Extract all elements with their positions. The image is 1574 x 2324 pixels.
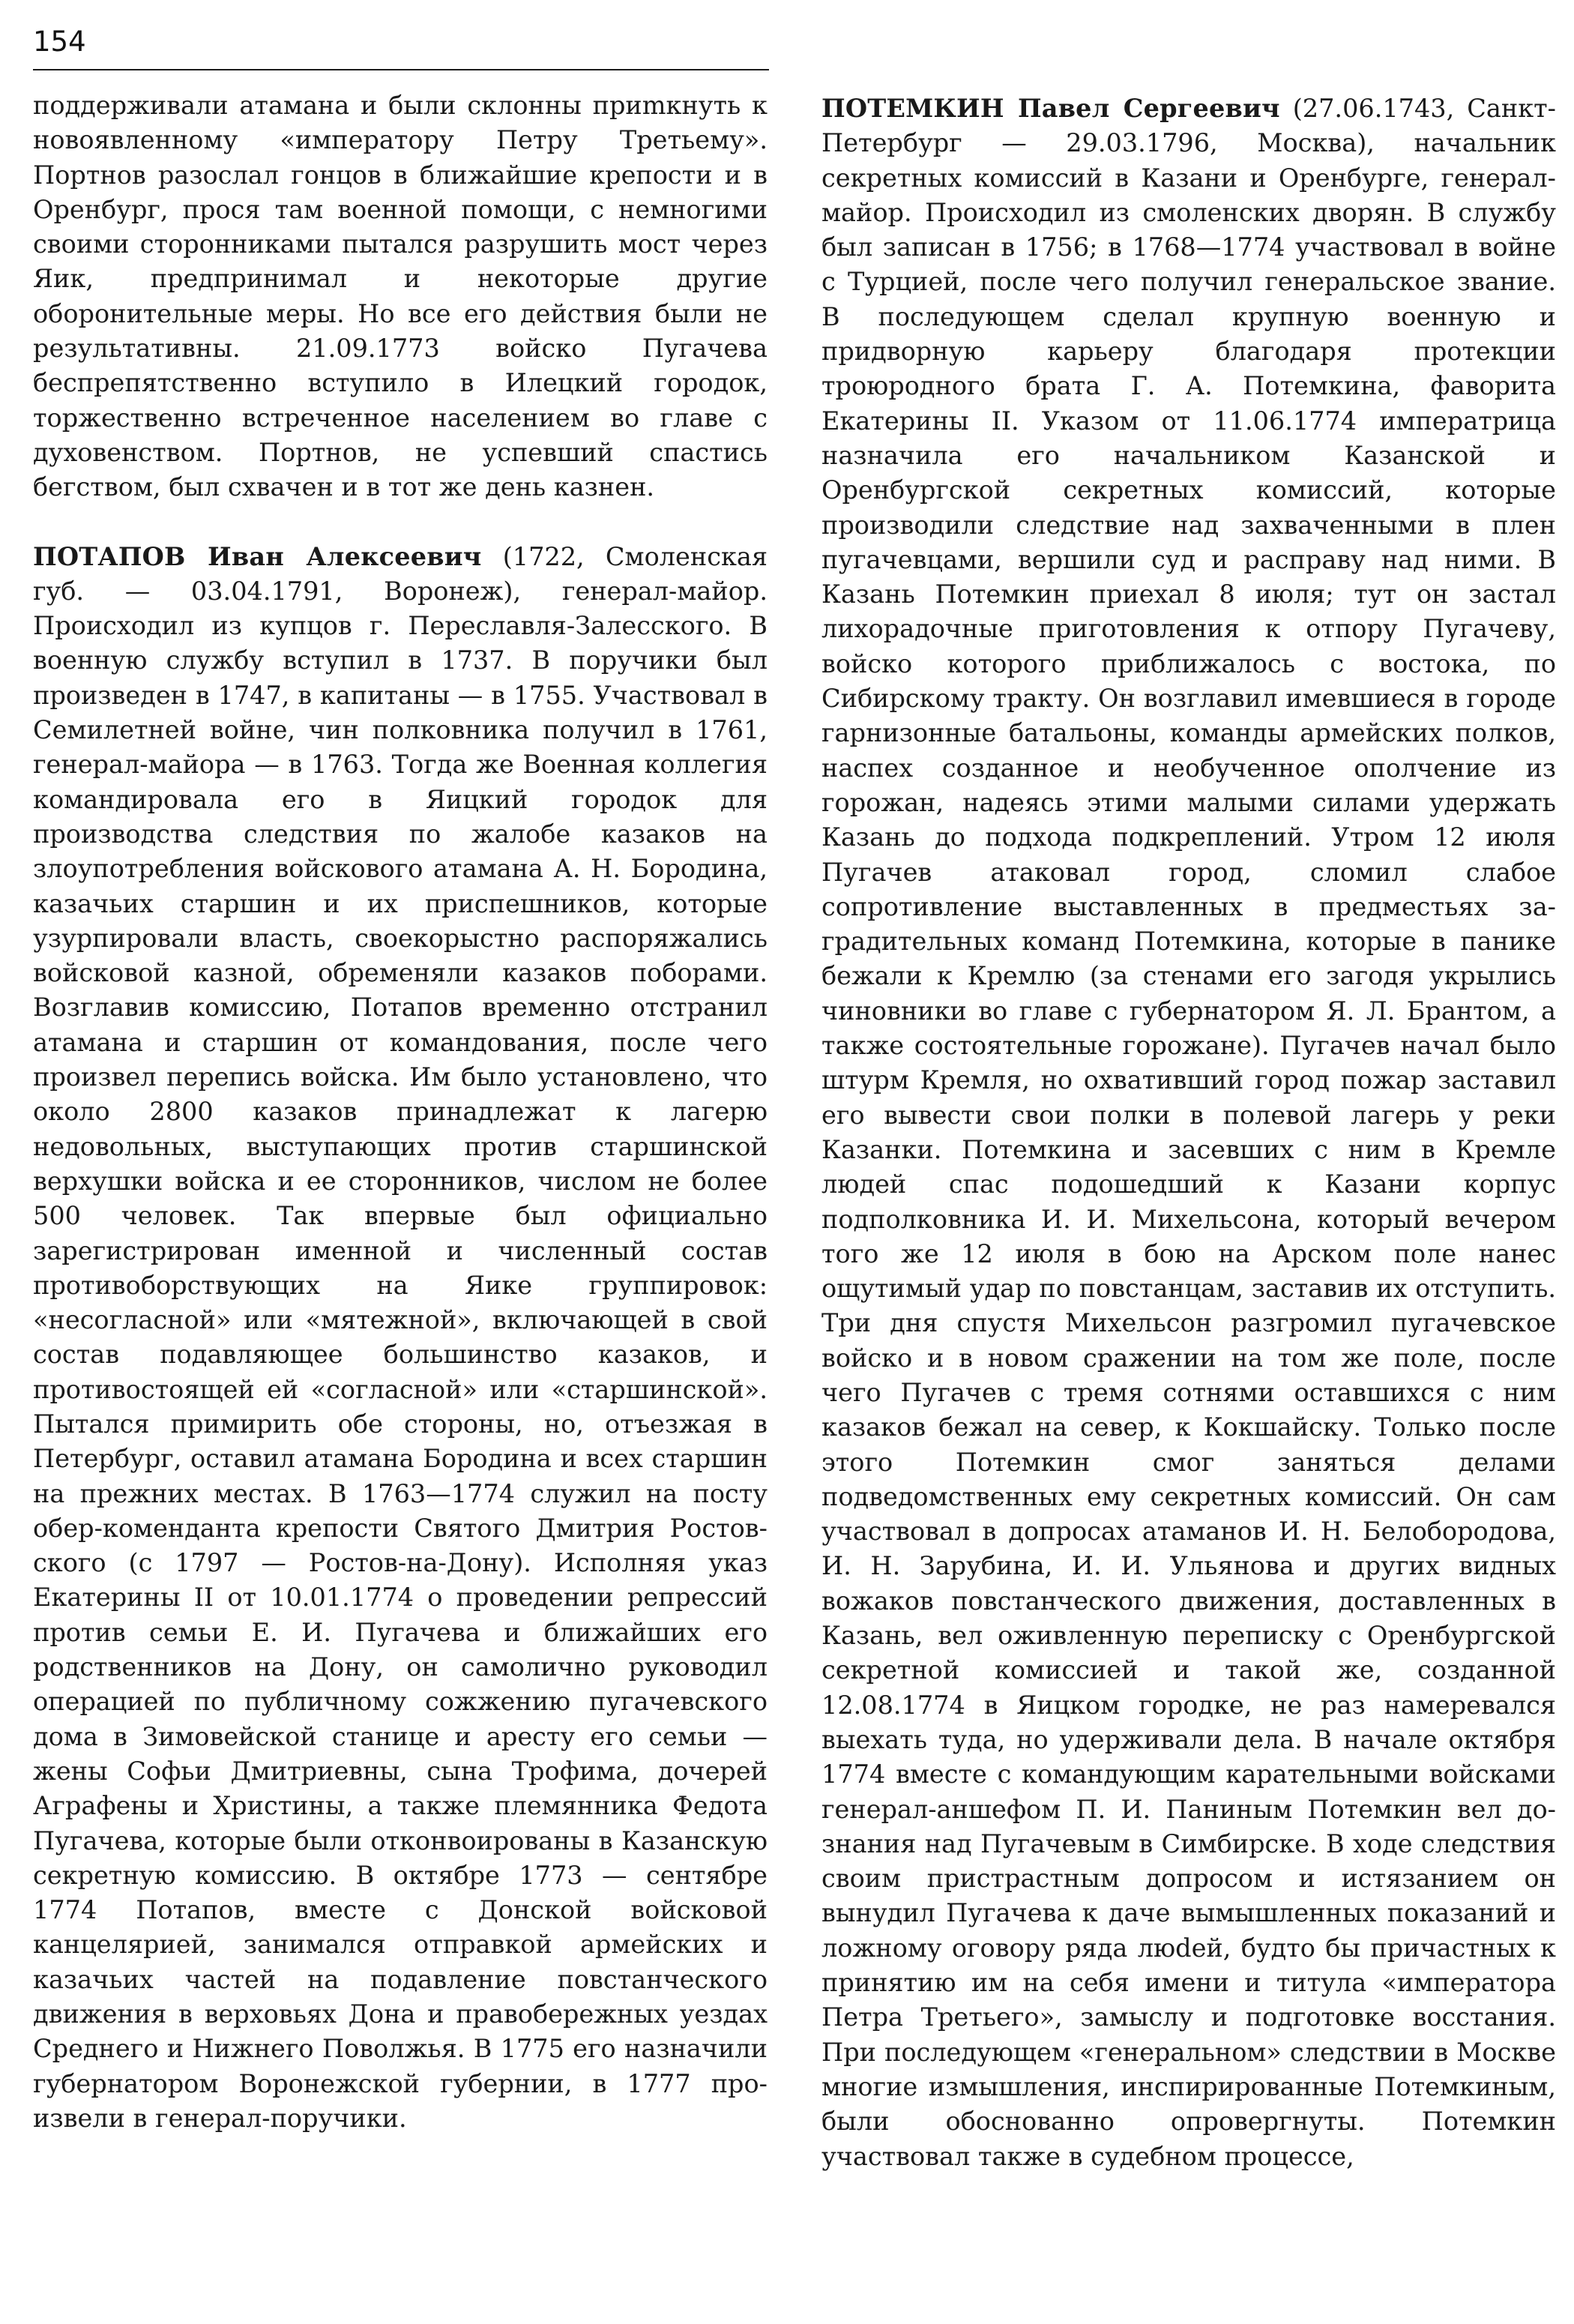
entry-potapov (33, 540, 768, 2137)
entry-headword: ПОТАПОВ Иван Алексеевич (33, 541, 482, 571)
entry-body: (1722, Смоленская губ. — 03.04.1791, Воронеж), генерал-майор. Происходил из купцов г. Переславля-Залесского. В военную службу вступил в 1737. В поручики был произведен в 1747, в капитаны — в 1755. Участвовал в Семилетней войне, чин полковника получил в 1761, генерал-майора — в 1763. Тогда же Военная коллегия командировала его в Яицкий городок для производства следствия по жалобе казаков на злоупотребления войскового атамана А. Н. Бородина, казачьих старшин и их приспешников, которые узурпировали власть, своекорыстно распоряжались войсковой казной, обременяли казаков поборами. Возглавив комиссию, Потапов временно отстранил атамана и старшин от командования, после чего произвел перепись войска. Им было установлено, что около 2800 казаков принадлежат к лагерю недовольных, выступающих против старшинской верхушки войска и ее сторонников, числом не более 500 человек. Так впервые был официально зарегистрирован именной и численный состав противоборствующих на Яике группировок: «несогласной» или «мятежной», включающей в свой состав подавляющее большинство казаков, и противостоящей ей «согласной» или «старшинской». Пытался примирить обе стороны, но, отъезжая в Петербург, оставил атамана Бородина и всех старшин на прежних местах. В 1763—1774 служил на посту обер-коменданта крепости Святого Дмитрия Ростовского (с 1797 — Ростов-на-Дону). Исполняя указ Екатерины II от 10.01.1774 о проведении репрессий против семьи Е. И. Пугачева и ближайших его родственников на Дону, он самолично руководил операцией по публичному сожжению пугачевского дома в Зимовейской станице и аресту его семьи — жены Софьи Дмитриевны, сына Трофима, дочерей Аграфены и Христины, а также племянника Федота Пугачева, которые были отконвоированы в Казанскую секретную комиссию. В октябре 1773 — сентябре 1774 Потапов, вместе с Донской войсковой канцелярией, занимался отправкой армейских и казачьих частей на подавление повстанческого движения в верховьях Дона и правобережных уездах Среднего и Нижнего Поволжья. В 1775 его назначили губернатором Воронежской губернии, в 1777 произвели в генерал-поручики. (33, 541, 768, 2133)
left-column (33, 88, 768, 2136)
entry-potemkin (821, 91, 1556, 2174)
header-rule (33, 69, 769, 70)
entry-headword: ПОТЕМКИН Павел Сергеевич (821, 94, 1280, 123)
page-number: 154 (33, 25, 86, 58)
continued-paragraph: поддерживали атамана и были склонны приmкнуть к новоявленному «императору Петру Третьему». Портнов разослал гонцов в ближайшие крепости и в Оренбург, прося там военной помощи, с немногими своими сторонниками пытался разрушить мост через Яик, предпринимал и некоторые другие оборонительные меры. Но все его действия были не результативны. 21.09.1773 войско Пугачева беспрепятственно вступило в Илецкий городок, торжественно встреченное населением во главе с духовенством. Портнов, не успевший спастись бегством, был схвачен и в тот же день казнен. (33, 91, 768, 502)
right-column (821, 91, 1556, 2174)
entry-body: (27.06.1743, Санкт-Петербург — 29.03.1796, Москва), начальник секретных комиссий в Казани и Оренбурге, генерал-майор. Происходил из смоленских дворян. В службу был записан в 1756; в 1768—1774 участвовал в войне с Турцией, после чего получил генеральское звание. В последующем сделал крупную военную и придворную карьеру благодаря протекции троюродного брата Г. А. Потемкина, фаворита Екатерины II. Указом от 11.06.1774 императрица назначила его начальником Казанской и Оренбургской секретных комиссий, которые производили следствие над захваченными в плен пугачевцами, вершили суд и расправу над ними. В Казань Потемкин приехал 8 июля; тут он застал лихорадочные приготовления к отпору Пугачеву, войско которого приближалось с востока, по Сибирскому тракту. Он возглавил имевшиеся в городе гарнизонные батальоны, команды армейских полков, наспех созданное и необученное ополчение из горожан, надеясь этими малыми силами удержать Казань до подхода подкреплений. Утром 12 июля Пугачев атаковал город, сломил слабое сопротивление выставленных в предместьях заградительных команд Потемкина, которые в панике бежали к Кремлю (за стенами его загодя укрылись чиновники во главе с губернатором Я. Л. Брантом, а также состоятельные горожане). Пугачев начал было штурм Кремля, но охвативший город пожар заставил его вывести свои полки в полевой лагерь у реки Казанки. Потемкина и засевших с ним в Кремле людей спас подошедший к Казани корпус подполковника И. И. Михельсона, который вечером того же 12 июля в бою на Арском поле нанес ощутимый удар по повстанцам, заставив их отступить. Три дня спустя Михельсон разгромил пугачевское войско и в новом сражении на том же поле, после чего Пугачев с тремя сотнями оставшихся с ним казаков бежал на север, к Кокшайску. Только после этого Потемкин смог заняться делами подведомственных ему секретных комиссий. Он сам участвовал в допросах атаманов И. Н. Белобородова, И. Н. Зарубина, И. И. Ульянова и других видных вожаков повстанческого движения, доставленных в Казань, вел оживленную переписку с Оренбургской секретной комиссией и такой же, созданной 12.08.1774 в Яицком городке, не раз намеревался выехать туда, но удерживали дела. В начале октября 1774 вместе с командующим карательными войсками генерал-аншефом П. И. Паниным Потемкин вел дознания над Пугачевым в Симбирске. В ходе следствия своим пристрастным допросом и истязанием он вынудил Пугачева к даче вымышленных показаний и ложному оговору ряда люdей, будто бы причастных к принятию им на себя имени и титула «императора Петра Третьего», замыслу и подготовке восстания. При последующем «генеральном» следствии в Москве многие измышления, инспирированные Потемкиным, были обоснованно опровергнуты. Потемкин участвовал также в судебном процессе, (821, 94, 1556, 2171)
